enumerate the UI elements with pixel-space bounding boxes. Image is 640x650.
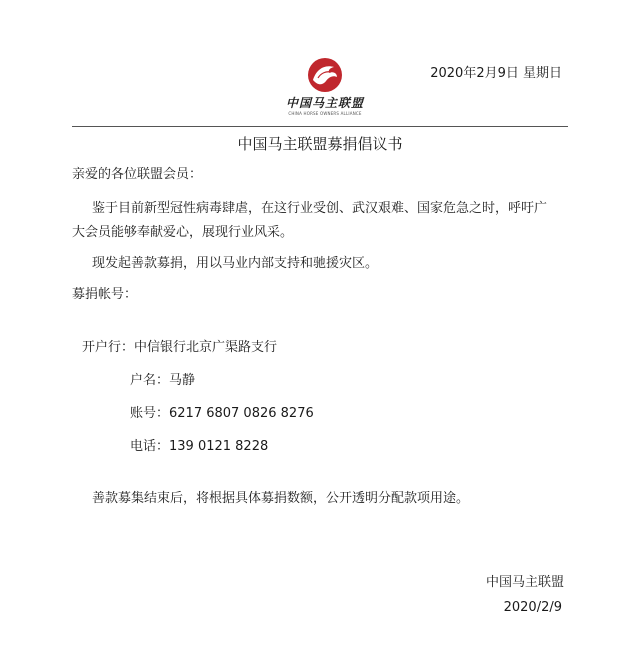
header-divider	[72, 126, 568, 127]
logo-text: 中国马主联盟	[285, 96, 364, 110]
paragraph-1-line-2: 大会员能够奉献爱心，展现行业风采。	[72, 225, 294, 240]
logo-subtext: CHINA HORSE OWNERS ALLIANCE	[288, 111, 362, 116]
paragraph-1-line-1: 鉴于目前新型冠性病毒肆虐，在这行业受创、武汉艰难、国家危急之时，呼吁广	[92, 201, 548, 216]
account-label: 募捐帐号：	[72, 287, 138, 302]
closing-paragraph: 善款募集结束后，将根据具体募捐数额，公开透明分配款项用途。	[92, 491, 470, 506]
signature-date: 2020/2/9	[503, 600, 562, 615]
phone-number: 电话：139 0121 8228	[130, 439, 269, 454]
account-number: 账号：6217 6807 0826 8276	[130, 406, 314, 421]
horse-emblem-icon	[304, 56, 346, 94]
bank-info: 开户行：中信银行北京广渠路支行	[82, 340, 278, 355]
page-title: 中国马主联盟募捐倡议书	[237, 135, 403, 153]
header-date: 2020年2月9日 星期日	[430, 66, 562, 81]
paragraph-2: 现发起善款募捐，用以马业内部支持和驰援灾区。	[92, 256, 379, 271]
account-name: 户名：马静	[130, 373, 196, 388]
greeting: 亲爱的各位联盟会员：	[72, 167, 203, 182]
logo	[282, 56, 368, 124]
signature-organization: 中国马主联盟	[485, 575, 564, 590]
